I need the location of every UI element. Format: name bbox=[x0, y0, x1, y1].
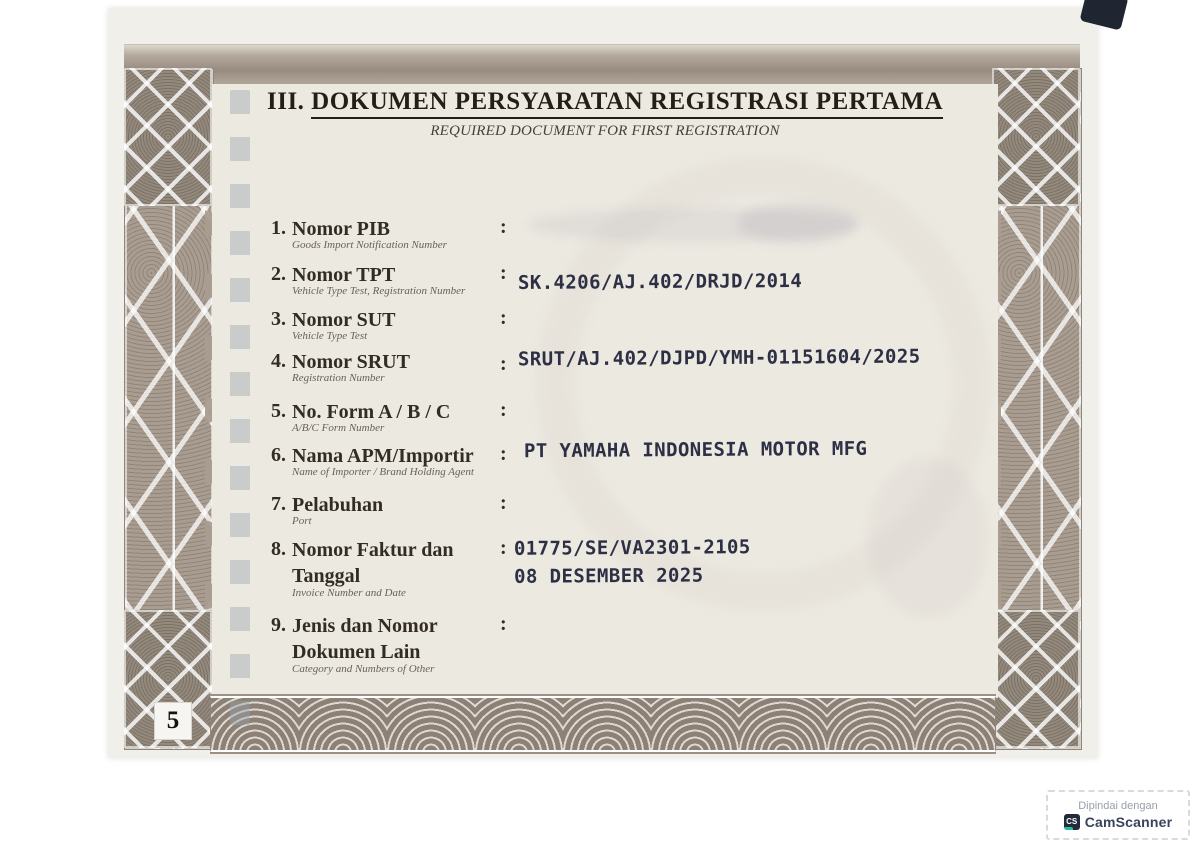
section-number: III. bbox=[266, 88, 305, 115]
field-sublabel: A/B/C Form Number bbox=[292, 422, 385, 434]
field-number: 9. bbox=[271, 614, 286, 636]
field-label: Nomor SUT bbox=[292, 309, 396, 331]
field-colon: : bbox=[500, 216, 507, 238]
field-number: 1. bbox=[271, 217, 286, 239]
field-sublabel: Invoice Number and Date bbox=[292, 587, 406, 599]
section-title-text: DOKUMEN PERSYARATAN REGISTRASI PERTAMA bbox=[311, 88, 943, 119]
field-label: Pelabuhan bbox=[292, 494, 384, 516]
ornate-border-corner bbox=[124, 68, 212, 206]
field-number: 8. bbox=[271, 538, 286, 560]
field-sublabel: Registration Number bbox=[292, 372, 385, 384]
field-colon: : bbox=[500, 307, 507, 329]
camscanner-logo-icon bbox=[1064, 814, 1080, 830]
camscanner-watermark bbox=[1046, 790, 1190, 840]
field-label: Nama APM/Importir bbox=[292, 445, 474, 467]
field-colon: : bbox=[500, 613, 507, 635]
field-label: Nomor PIB bbox=[292, 218, 390, 240]
field-label: Nomor SRUT bbox=[292, 351, 410, 373]
field-label: No. Form A / B / C bbox=[292, 401, 451, 423]
field-colon: : bbox=[500, 443, 507, 465]
binding-marks bbox=[230, 90, 250, 736]
scanned-page bbox=[108, 8, 1098, 758]
field-colon: : bbox=[500, 399, 507, 421]
field-sublabel: Name of Importer / Brand Holding Agent bbox=[292, 466, 474, 478]
field-sublabel: Port bbox=[292, 515, 312, 527]
field-number: 3. bbox=[271, 308, 286, 330]
field-number: 4. bbox=[271, 350, 286, 372]
ornate-border-corner bbox=[992, 68, 1080, 206]
page-number-badge: 5 bbox=[154, 702, 192, 740]
field-label: Nomor Faktur dan Tanggal bbox=[292, 539, 454, 587]
field-number: 7. bbox=[271, 493, 286, 515]
field-colon: : bbox=[500, 353, 507, 375]
stamp-value-tpt: SK.4206/AJ.402/DRJD/2014 bbox=[517, 270, 803, 294]
field-colon: : bbox=[500, 262, 507, 284]
field-number: 2. bbox=[271, 263, 286, 285]
field-colon: : bbox=[500, 537, 507, 559]
stamp-value-faktur bbox=[514, 533, 751, 591]
section-subtitle: REQUIRED DOCUMENT FOR FIRST REGISTRATION bbox=[430, 123, 780, 139]
camscanner-logo-text: CS bbox=[1066, 817, 1078, 826]
field-number: 6. bbox=[271, 444, 286, 466]
field-colon: : bbox=[500, 492, 507, 514]
field-sublabel: Vehicle Type Test bbox=[292, 330, 368, 342]
field-label: Jenis dan Nomor Dokumen Lain bbox=[292, 615, 438, 663]
ornate-border-corner bbox=[992, 610, 1080, 748]
field-sublabel: Vehicle Type Test, Registration Number bbox=[292, 285, 466, 297]
stamp-value-apm: PT YAMAHA INDONESIA MOTOR MFG bbox=[523, 437, 868, 463]
field-sublabel: Category and Numbers of Other bbox=[292, 663, 435, 675]
stamp-invoice-number: 01775/SE/VA2301-2105 bbox=[513, 536, 751, 560]
field-sublabel: Goods Import Notification Number bbox=[292, 239, 447, 251]
stamp-value-srut: SRUT/AJ.402/DJPD/YMH-01151604/2025 bbox=[517, 345, 921, 371]
field-label: Nomor TPT bbox=[292, 264, 396, 286]
watermark-brand: CamScanner bbox=[1084, 813, 1173, 830]
ornate-border-bottom bbox=[210, 696, 996, 752]
field-number: 5. bbox=[271, 400, 286, 422]
ornate-border-top bbox=[124, 44, 1080, 88]
stamp-invoice-date: 08 DESEMBER 2025 bbox=[514, 564, 704, 588]
watermark-caption: Dipindai dengan bbox=[1078, 799, 1158, 812]
section-title bbox=[212, 88, 998, 116]
